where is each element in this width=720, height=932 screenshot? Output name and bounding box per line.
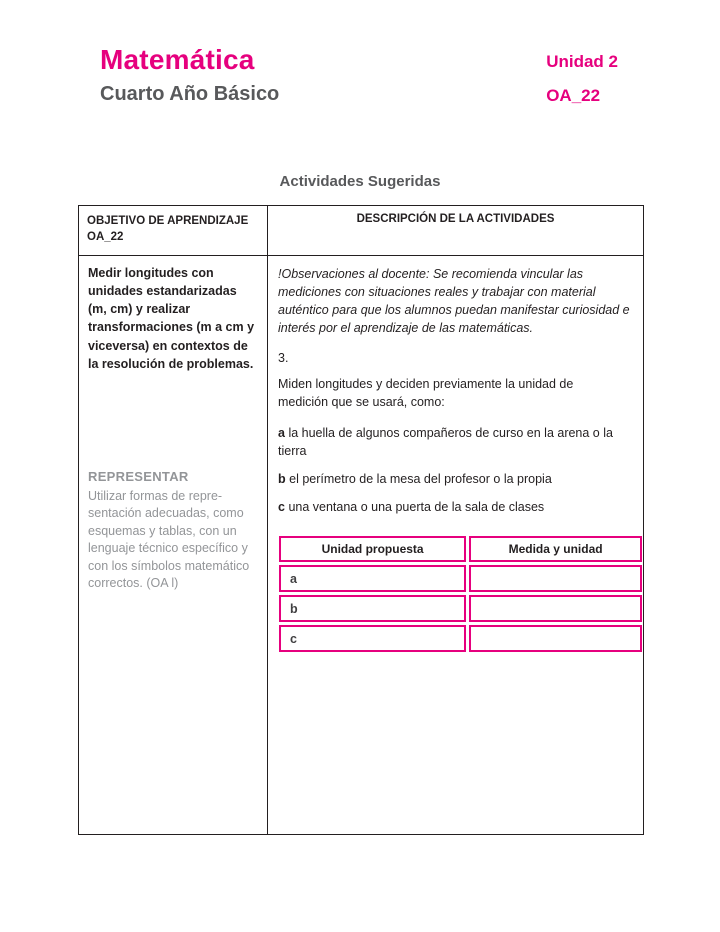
doc-subtitle: Cuarto Año Básico	[100, 83, 280, 105]
activity-item-a	[278, 424, 643, 460]
objective-column-header: OBJETIVO DE APRENDIZAJE OA_22	[79, 206, 268, 255]
activities-table-body-row	[79, 256, 643, 834]
activity-intro: Miden longitudes y deciden previamente la unidad de medición que se usará, como:	[278, 376, 574, 409]
measurement-table-header-row	[279, 536, 642, 562]
row-value-cell	[469, 565, 642, 592]
teacher-note: !Observaciones al docente: Se recomienda vincular las mediciones con situaciones reales y trabajar con material auténtico para que los alumnos puedan manifestar curiosidad e interés por el aprendizaje de las matemáticas.	[278, 267, 630, 336]
measurement-table	[276, 533, 645, 655]
representar-text: Utilizar formas de repre-sentación adecuadas, como esquemas y tablas, con un lenguaje técnico específico y con los símbolos matemático correctos. (OA l)	[88, 488, 250, 591]
measurement-row-b	[279, 595, 642, 622]
representar-title: REPRESENTAR	[88, 468, 189, 484]
medida-unidad-header: Medida y unidad	[469, 536, 642, 562]
item-label: c	[278, 500, 285, 515]
activity-number: 3.	[278, 350, 289, 365]
activities-table-header-row	[79, 206, 643, 256]
unidad-propuesta-header: Unidad propuesta	[279, 536, 466, 562]
description-column-header: DESCRIPCIÓN DE LA ACTIVIDADES	[356, 213, 555, 225]
page-title: Actividades Sugeridas	[279, 173, 441, 190]
measurement-row-a	[279, 565, 642, 592]
item-label: b	[278, 472, 286, 486]
activity-item-b	[278, 470, 643, 488]
row-label: c	[279, 625, 466, 652]
unit-label: Unidad 2	[546, 52, 618, 71]
objective-cell	[79, 256, 268, 834]
description-cell	[268, 256, 643, 834]
representar-block	[88, 469, 258, 593]
row-label: a	[279, 565, 466, 592]
measurement-row-c	[279, 625, 642, 652]
header-right	[546, 44, 618, 106]
activity-item-c	[278, 498, 643, 516]
oa-code-label: OA_22	[546, 86, 601, 105]
row-value-cell	[469, 595, 642, 622]
item-text: el perímetro de la mesa del profesor o la propia	[289, 472, 552, 486]
row-label: b	[279, 595, 466, 622]
header-left	[100, 44, 279, 106]
item-label: a	[278, 425, 285, 440]
document-header	[100, 44, 618, 106]
item-text: una ventana o una puerta de la sala de clases	[288, 500, 545, 515]
activities-table	[78, 205, 644, 835]
row-value-cell	[469, 625, 642, 652]
doc-title: Matemática	[100, 44, 255, 75]
objective-text: Medir longitudes con unidades estandarizadas (m, cm) y realizar transformaciones (m a cm y viceversa) en contextos de la resolución de problemas.	[88, 266, 255, 371]
item-text: la huella de algunos compañeros de curso en la arena o la tierra	[278, 425, 613, 458]
